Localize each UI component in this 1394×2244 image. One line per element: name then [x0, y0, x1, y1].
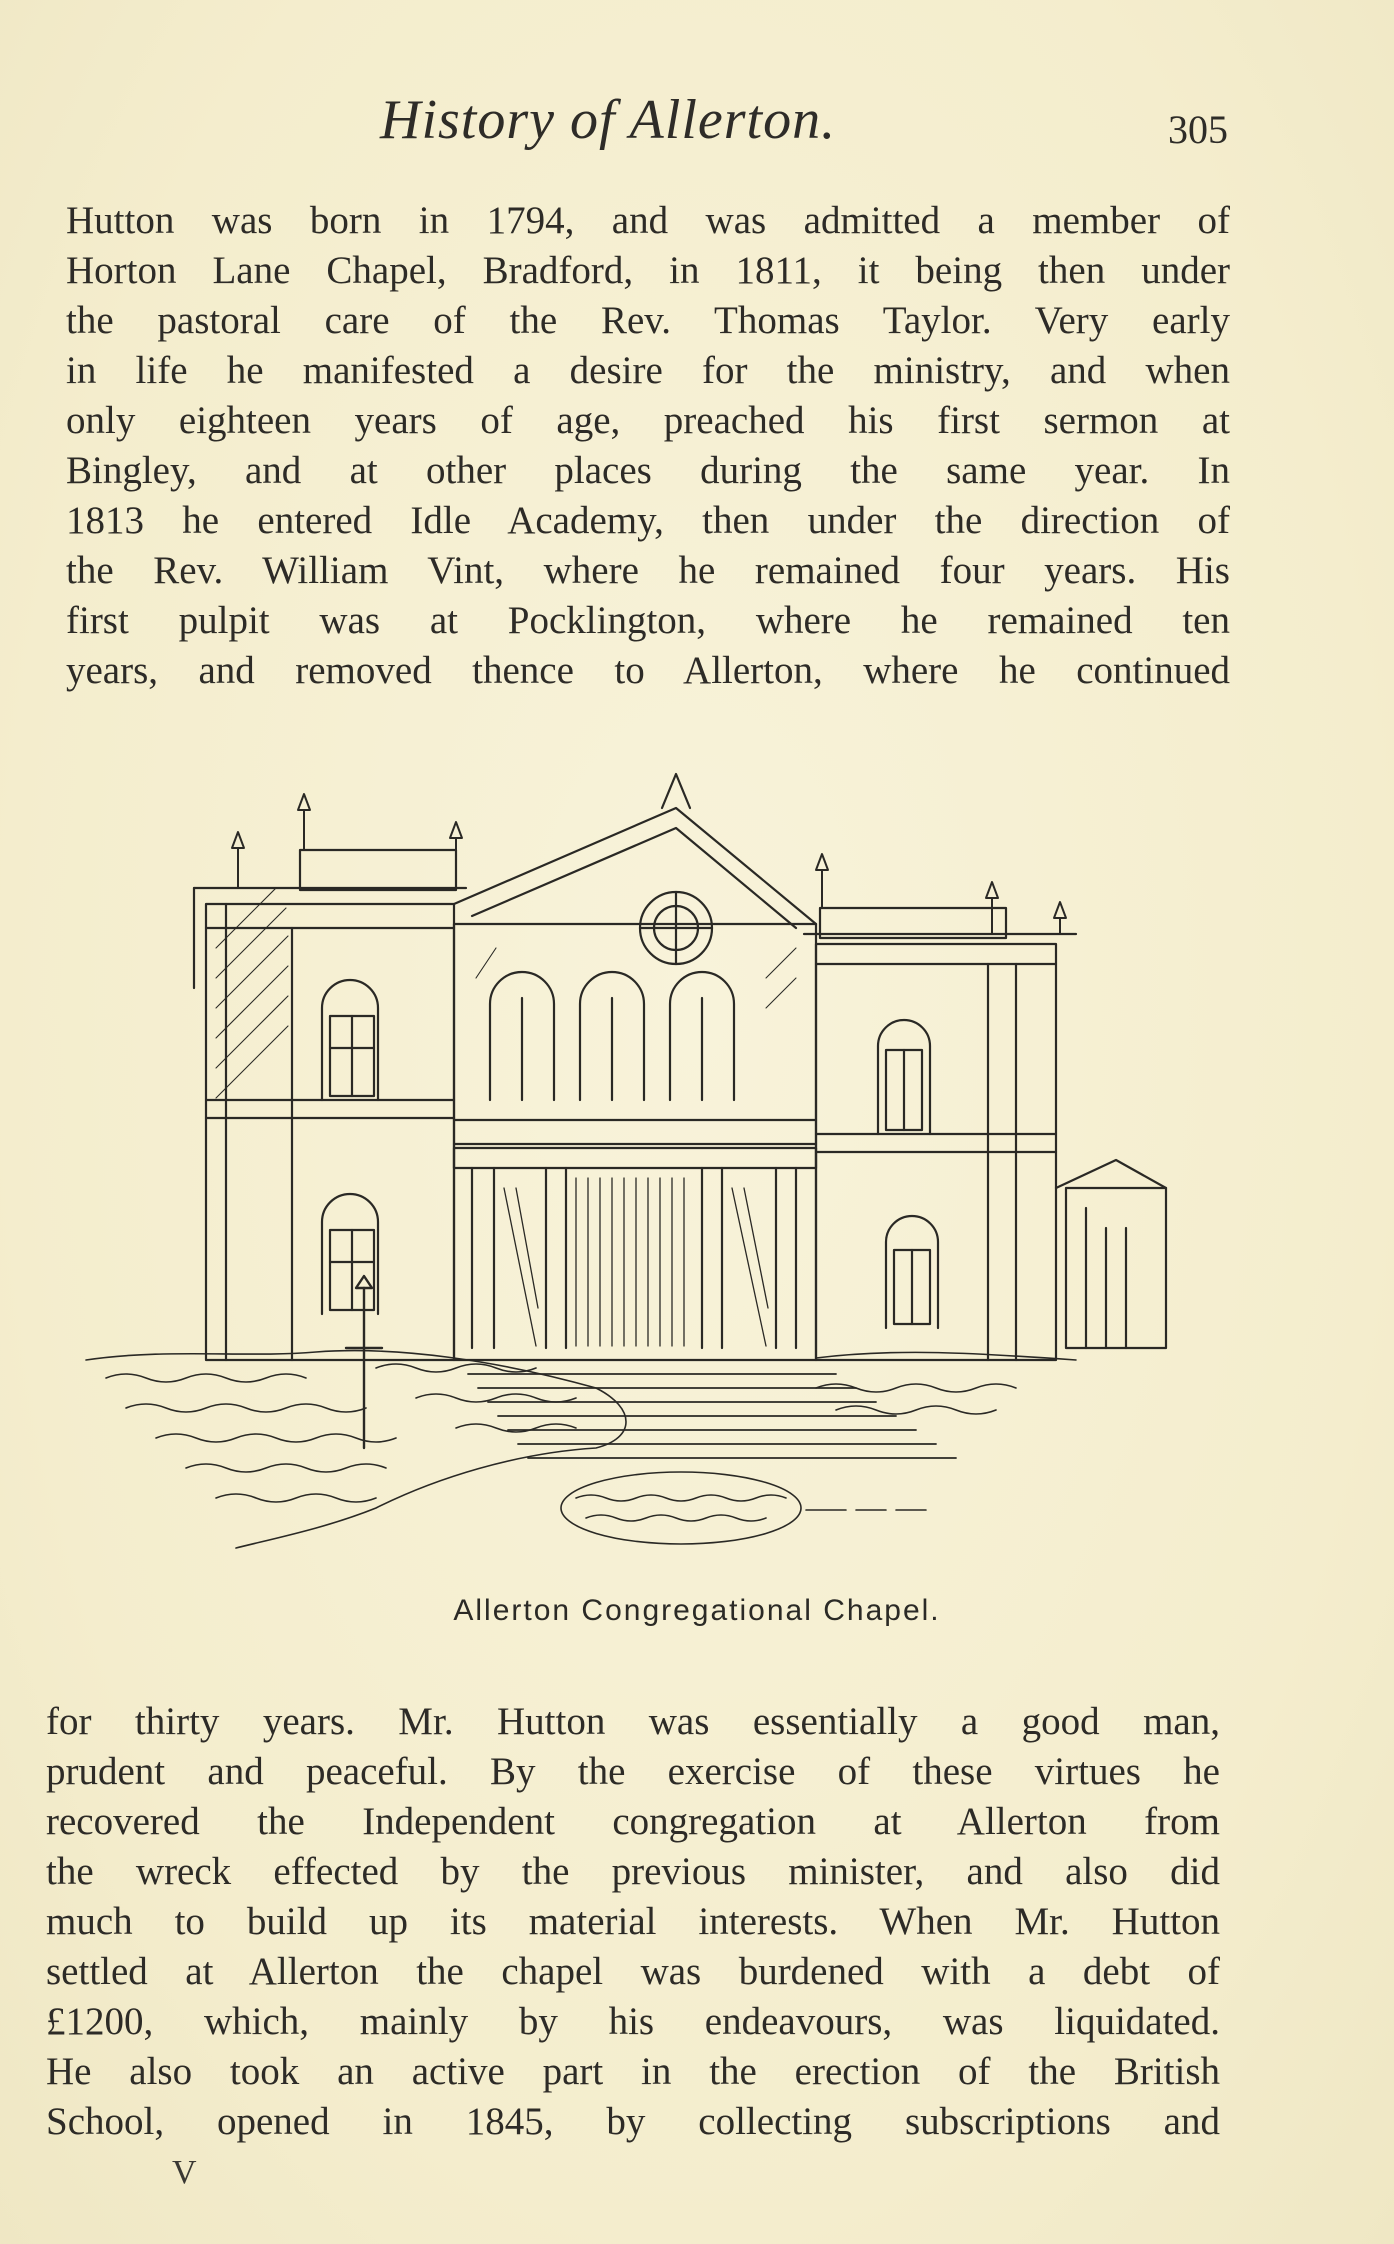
front-steps: [458, 1360, 956, 1458]
text-line: the wreck effected by the previous minister, and also did: [46, 1850, 1220, 1893]
text-line: He also took an active part in the erection of the British: [46, 2050, 1220, 2093]
chapel-illustration: [76, 748, 1186, 1558]
text-line: the pastoral care of the Rev. Thomas Taylor. Very early: [66, 299, 1230, 342]
paragraph-bottom: [46, 1697, 1220, 2147]
text-line: in life he manifested a desire for the ministry, and when: [66, 349, 1230, 392]
figure-caption: Allerton Congregational Chapel.: [453, 1594, 941, 1627]
text-line: prudent and peaceful. By the exercise of these virtues he: [46, 1750, 1220, 1793]
page-number: 305: [1168, 107, 1228, 152]
running-head: [0, 88, 1394, 168]
text-line: years, and removed thence to Allerton, where he continued: [66, 649, 1230, 692]
text-line: Hutton was born in 1794, and was admitted a member of: [66, 199, 1230, 242]
wall-hatching: [216, 888, 796, 1098]
signature-mark: V: [172, 2154, 197, 2191]
text-line: Bingley, and at other places during the same year. In: [66, 449, 1230, 492]
chapel-drawing: [76, 748, 1186, 1558]
text-line: first pulpit was at Pocklington, where he remained ten: [66, 599, 1230, 642]
shrubbery: [86, 1351, 1076, 1548]
building: [194, 774, 1166, 1360]
text-line: the Rev. William Vint, where he remained four years. His: [66, 549, 1230, 592]
text-line: recovered the Independent congregation at Allerton from: [46, 1800, 1220, 1843]
finials: [232, 794, 1066, 934]
paragraph-top: [66, 196, 1230, 696]
text-line: for thirty years. Mr. Hutton was essentially a good man,: [46, 1700, 1220, 1743]
text-line: £1200, which, mainly by his endeavours, was liquidated.: [46, 2000, 1220, 2043]
text-line: only eighteen years of age, preached his first sermon at: [66, 399, 1230, 442]
running-title: History of Allerton.: [380, 89, 837, 151]
text-line: settled at Allerton the chapel was burdened with a debt of: [46, 1950, 1220, 1993]
text-line: much to build up its material interests. When Mr. Hutton: [46, 1900, 1220, 1943]
text-line: School, opened in 1845, by collecting subscriptions and: [46, 2100, 1220, 2143]
text-line: Horton Lane Chapel, Bradford, in 1811, it being then under: [66, 249, 1230, 292]
text-line: 1813 he entered Idle Academy, then under the direction of: [66, 499, 1230, 542]
